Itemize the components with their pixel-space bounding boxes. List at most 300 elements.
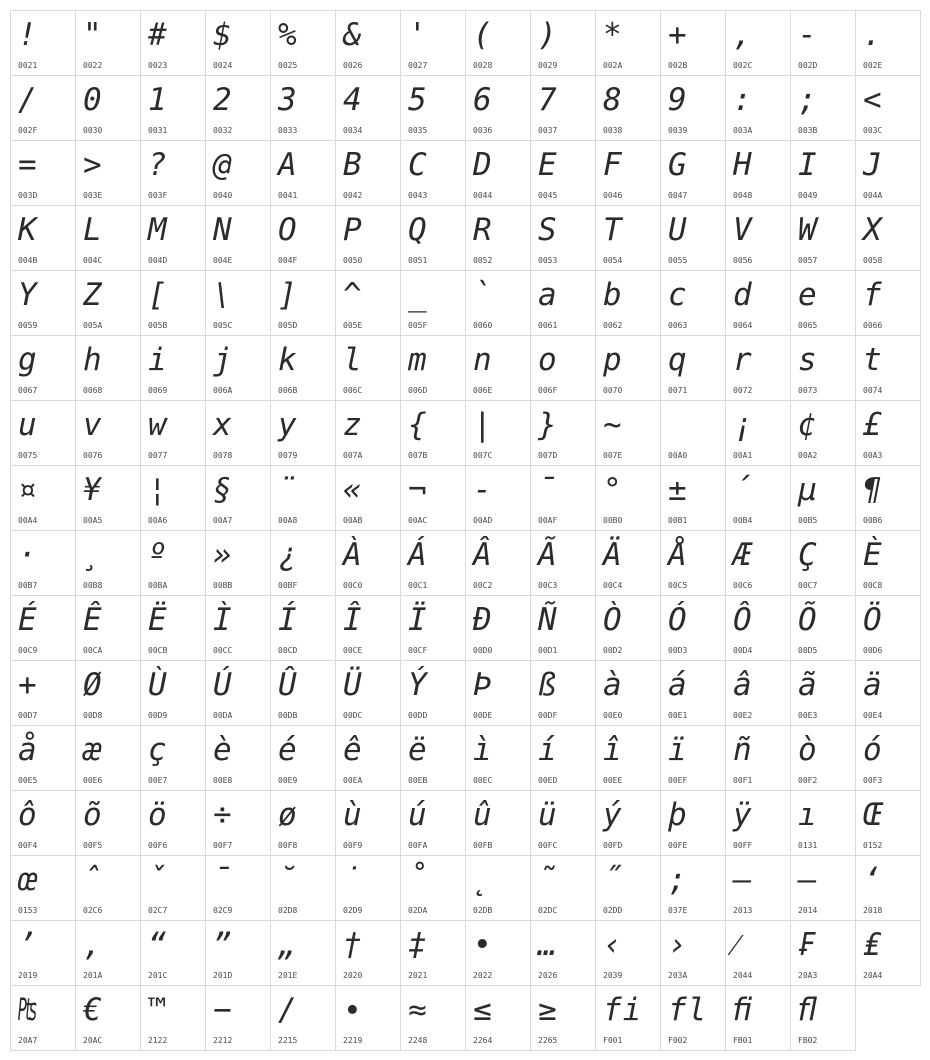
glyph-character: » [213, 537, 233, 573]
glyph-cell [271, 726, 336, 791]
glyph-codepoint-label: 0040 [213, 191, 233, 200]
glyph-codepoint-label: 005A [83, 321, 103, 330]
glyph-character: M [148, 212, 168, 248]
glyph-cell [401, 11, 466, 76]
glyph-character: , [733, 17, 753, 53]
glyph-codepoint-label: 003E [83, 191, 103, 200]
glyph-cell [856, 661, 921, 726]
glyph-cell [336, 986, 401, 1051]
glyph-cell [726, 726, 791, 791]
glyph-codepoint-label: 006E [473, 386, 493, 395]
glyph-cell [336, 11, 401, 76]
glyph-cell [206, 76, 271, 141]
glyph-codepoint-label: 00A4 [18, 516, 38, 525]
glyph-character: ˛ [473, 862, 493, 898]
glyph-codepoint-label: 004C [83, 256, 103, 265]
glyph-codepoint-label: 00CF [408, 646, 428, 655]
glyph-codepoint-label: 02DB [473, 906, 493, 915]
glyph-character: - [798, 17, 818, 53]
glyph-cell [206, 401, 271, 466]
glyph-codepoint-label: 0041 [278, 191, 298, 200]
glyph-cell [596, 271, 661, 336]
glyph-character: K [18, 212, 38, 248]
glyph-cell [856, 791, 921, 856]
glyph-codepoint-label: 00F8 [278, 841, 298, 850]
glyph-cell [726, 401, 791, 466]
glyph-codepoint-label: 2265 [538, 1036, 558, 1045]
glyph-codepoint-label: 00B1 [668, 516, 688, 525]
glyph-cell [856, 401, 921, 466]
glyph-cell [531, 11, 596, 76]
glyph-character: ; [798, 82, 818, 118]
glyph-character: Å [668, 537, 688, 573]
glyph-codepoint-label: 00A5 [83, 516, 103, 525]
glyph-codepoint-label: 00E9 [278, 776, 298, 785]
glyph-character: a [538, 277, 558, 313]
glyph-cell [336, 336, 401, 401]
glyph-character: “ [148, 927, 168, 963]
glyph-codepoint-label: 00B6 [863, 516, 883, 525]
glyph-cell [791, 531, 856, 596]
glyph-character: º [148, 537, 168, 573]
glyph-character: ﬁ [733, 992, 753, 1028]
glyph-cell [531, 726, 596, 791]
glyph-cell [856, 726, 921, 791]
glyph-codepoint-label: 2020 [343, 971, 363, 980]
glyph-codepoint-label: 20A3 [798, 971, 818, 980]
glyph-codepoint-label: 006C [343, 386, 363, 395]
glyph-codepoint-label: 0077 [148, 451, 168, 460]
glyph-codepoint-label: 002C [733, 61, 753, 70]
glyph-character: f [863, 277, 883, 313]
glyph-character: v [83, 407, 103, 443]
glyph-codepoint-label: 006A [213, 386, 233, 395]
glyph-codepoint-label: 0043 [408, 191, 428, 200]
glyph-character: ” [213, 927, 233, 963]
glyph-codepoint-label: 0036 [473, 126, 493, 135]
glyph-character: Ä [603, 537, 623, 573]
glyph-codepoint-label: 0037 [538, 126, 558, 135]
glyph-character: £ [863, 407, 883, 443]
glyph-character: Ï [408, 602, 428, 638]
glyph-character: Œ [863, 797, 883, 833]
glyph-codepoint-label: 007A [343, 451, 363, 460]
glyph-cell [11, 271, 76, 336]
glyph-codepoint-label: 002F [18, 126, 38, 135]
glyph-character: Ó [668, 602, 688, 638]
glyph-cell [76, 856, 141, 921]
glyph-character: È [863, 537, 883, 573]
glyph-character: V [733, 212, 753, 248]
glyph-codepoint-label: 00F9 [343, 841, 363, 850]
glyph-character: Õ [798, 602, 818, 638]
glyph-character: ‘ [863, 862, 883, 898]
glyph-character: ^ [343, 277, 363, 313]
glyph-character: ì [473, 732, 493, 768]
glyph-cell [206, 11, 271, 76]
glyph-codepoint-label: 00FB [473, 841, 493, 850]
glyph-cell [726, 596, 791, 661]
glyph-codepoint-label: 0039 [668, 126, 688, 135]
glyph-codepoint-label: 0056 [733, 256, 753, 265]
glyph-cell [661, 336, 726, 401]
glyph-cell [726, 206, 791, 271]
glyph-cell [141, 11, 206, 76]
glyph-codepoint-label: 00FE [668, 841, 688, 850]
glyph-cell [206, 856, 271, 921]
glyph-codepoint-label: 2021 [408, 971, 428, 980]
glyph-character: – [733, 862, 753, 898]
glyph-cell [11, 141, 76, 206]
glyph-character: ù [343, 797, 363, 833]
glyph-character: 0 [83, 82, 103, 118]
glyph-character: J [863, 147, 883, 183]
glyph-cell [661, 856, 726, 921]
glyph-codepoint-label: 00E2 [733, 711, 753, 720]
glyph-codepoint-label: 005D [278, 321, 298, 330]
glyph-codepoint-label: 004B [18, 256, 38, 265]
glyph-character: ñ [733, 732, 753, 768]
glyph-character: } [538, 407, 558, 443]
glyph-cell [596, 76, 661, 141]
glyph-codepoint-label: 003A [733, 126, 753, 135]
glyph-cell [596, 921, 661, 986]
glyph-character: ˜ [538, 862, 558, 898]
glyph-codepoint-label: 00ED [538, 776, 558, 785]
glyph-character: ü [538, 797, 558, 833]
glyph-codepoint-label: 00EE [603, 776, 623, 785]
glyph-codepoint-label: 0066 [863, 321, 883, 330]
glyph-character: > [83, 147, 103, 183]
glyph-codepoint-label: 00D2 [603, 646, 623, 655]
glyph-cell [11, 76, 76, 141]
glyph-cell [726, 986, 791, 1051]
glyph-codepoint-label: 00FC [538, 841, 558, 850]
glyph-cell [661, 141, 726, 206]
glyph-cell [336, 76, 401, 141]
glyph-character: = [18, 147, 38, 183]
glyph-character: e [798, 277, 818, 313]
glyph-codepoint-label: 00C3 [538, 581, 558, 590]
glyph-character: Ë [148, 602, 168, 638]
glyph-character: Â [473, 537, 493, 573]
glyph-character: * [603, 17, 623, 53]
glyph-character: p [603, 342, 623, 378]
glyph-cell [596, 11, 661, 76]
glyph-character: ï [668, 732, 688, 768]
glyph-codepoint-label: 00E0 [603, 711, 623, 720]
glyph-character: — [798, 862, 818, 898]
glyph-codepoint-label: 006B [278, 386, 298, 395]
glyph-codepoint-label: 02DD [603, 906, 623, 915]
glyph-codepoint-label: 00A8 [278, 516, 298, 525]
glyph-codepoint-label: 037E [668, 906, 688, 915]
glyph-cell [11, 11, 76, 76]
glyph-codepoint-label: 00D7 [18, 711, 38, 720]
glyph-codepoint-label: 00FF [733, 841, 753, 850]
glyph-character: ₧ [18, 992, 38, 1028]
glyph-cell [856, 531, 921, 596]
glyph-character: Ý [408, 667, 428, 703]
glyph-character: ˚ [408, 862, 428, 898]
glyph-character: l [343, 342, 363, 378]
glyph-codepoint-label: 0065 [798, 321, 818, 330]
glyph-cell [11, 791, 76, 856]
glyph-cell [336, 141, 401, 206]
glyph-character: ? [148, 147, 168, 183]
glyph-cell [726, 466, 791, 531]
glyph-character: @ [213, 147, 233, 183]
glyph-character: ] [278, 277, 298, 313]
glyph-codepoint-label: 2122 [148, 1036, 168, 1045]
glyph-character: å [18, 732, 38, 768]
glyph-character: ₣ [798, 927, 818, 963]
glyph-cell [206, 726, 271, 791]
glyph-cell [791, 921, 856, 986]
glyph-codepoint-label: 00C6 [733, 581, 753, 590]
glyph-character: c [668, 277, 688, 313]
glyph-codepoint-label: 0021 [18, 61, 38, 70]
glyph-cell [466, 661, 531, 726]
glyph-codepoint-label: 02C7 [148, 906, 168, 915]
glyph-character: # [148, 17, 168, 53]
glyph-codepoint-label: 00AB [343, 516, 363, 525]
glyph-character: ¡ [733, 407, 753, 443]
glyph-character: 5 [408, 82, 428, 118]
glyph-codepoint-label: 00D3 [668, 646, 688, 655]
glyph-cell [466, 206, 531, 271]
glyph-codepoint-label: 0067 [18, 386, 38, 395]
glyph-cell [11, 206, 76, 271]
glyph-codepoint-label: 0152 [863, 841, 883, 850]
glyph-codepoint-label: 02DA [408, 906, 428, 915]
glyph-codepoint-label: 00C4 [603, 581, 623, 590]
glyph-character: k [278, 342, 298, 378]
glyph-cell [596, 726, 661, 791]
glyph-character: E [538, 147, 558, 183]
glyph-cell [661, 206, 726, 271]
glyph-cell [466, 791, 531, 856]
glyph-character: g [18, 342, 38, 378]
glyph-codepoint-label: 005E [343, 321, 363, 330]
glyph-character: · [18, 537, 38, 573]
glyph-codepoint-label: 00DD [408, 711, 428, 720]
glyph-codepoint-label: 00A2 [798, 451, 818, 460]
glyph-cell [661, 466, 726, 531]
glyph-codepoint-label: 201E [278, 971, 298, 980]
glyph-codepoint-label: F002 [668, 1036, 688, 1045]
glyph-character: & [343, 17, 363, 53]
glyph-codepoint-label: 003C [863, 126, 883, 135]
glyph-cell [271, 921, 336, 986]
glyph-codepoint-label: 0058 [863, 256, 883, 265]
glyph-codepoint-label: 004F [278, 256, 298, 265]
glyph-character: n [473, 342, 493, 378]
glyph-cell [271, 661, 336, 726]
glyph-character: ó [863, 732, 883, 768]
glyph-character: L [83, 212, 103, 248]
glyph-character: R [473, 212, 493, 248]
glyph-character: ˙ [343, 862, 363, 898]
glyph-codepoint-label: 0044 [473, 191, 493, 200]
glyph-character: Ð [473, 602, 493, 638]
glyph-character: I [798, 147, 818, 183]
glyph-cell [791, 986, 856, 1051]
glyph-cell [856, 271, 921, 336]
glyph-character: ~ [603, 407, 623, 443]
glyph-cell [466, 401, 531, 466]
glyph-cell [271, 141, 336, 206]
glyph-cell [726, 791, 791, 856]
glyph-character: % [278, 17, 298, 53]
glyph-character: 9 [668, 82, 688, 118]
glyph-character: C [408, 147, 428, 183]
glyph-character: ò [798, 732, 818, 768]
glyph-cell [466, 336, 531, 401]
glyph-character: ˘ [278, 862, 298, 898]
glyph-character: 4 [343, 82, 363, 118]
glyph-character: ˆ [83, 862, 103, 898]
glyph-character: \ [213, 277, 233, 313]
glyph-codepoint-label: 0070 [603, 386, 623, 395]
glyph-character: ' [408, 17, 428, 53]
glyph-codepoint-label: 2039 [603, 971, 623, 980]
glyph-codepoint-label: 003B [798, 126, 818, 135]
glyph-codepoint-label: 02C6 [83, 906, 103, 915]
glyph-codepoint-label: 02D9 [343, 906, 363, 915]
glyph-codepoint-label: 0064 [733, 321, 753, 330]
glyph-cell [596, 661, 661, 726]
glyph-cell [336, 921, 401, 986]
glyph-character: ˇ [148, 862, 168, 898]
glyph-cell [726, 76, 791, 141]
glyph-codepoint-label: 00C2 [473, 581, 493, 590]
glyph-codepoint-label: 00B0 [603, 516, 623, 525]
glyph-codepoint-label: 0051 [408, 256, 428, 265]
glyph-cell [466, 986, 531, 1051]
glyph-character: § [213, 472, 233, 508]
glyph-cell [466, 596, 531, 661]
glyph-cell [11, 596, 76, 661]
glyph-cell [791, 76, 856, 141]
glyph-cell [596, 466, 661, 531]
glyph-cell [206, 271, 271, 336]
glyph-codepoint-label: 00A0 [668, 451, 688, 460]
glyph-cell [466, 856, 531, 921]
glyph-codepoint-label: 0033 [278, 126, 298, 135]
glyph-codepoint-label: 00EA [343, 776, 363, 785]
glyph-cell [466, 921, 531, 986]
glyph-cell [336, 466, 401, 531]
glyph-character: _ [408, 277, 428, 313]
glyph-codepoint-label: 2013 [733, 906, 753, 915]
glyph-cell [661, 401, 726, 466]
glyph-codepoint-label: 02C9 [213, 906, 233, 915]
glyph-codepoint-label: 00AC [408, 516, 428, 525]
glyph-codepoint-label: 0069 [148, 386, 168, 395]
glyph-cell [141, 726, 206, 791]
glyph-chart [10, 10, 921, 1052]
glyph-cell [791, 206, 856, 271]
glyph-codepoint-label: 2248 [408, 1036, 428, 1045]
glyph-character: ) [538, 17, 558, 53]
glyph-cell [271, 791, 336, 856]
glyph-cell [856, 921, 921, 986]
glyph-codepoint-label: 00C9 [18, 646, 38, 655]
glyph-cell [661, 661, 726, 726]
glyph-character: . [863, 17, 883, 53]
glyph-cell [336, 856, 401, 921]
glyph-character: ; [668, 862, 688, 898]
glyph-character: þ [668, 797, 688, 833]
glyph-character: | [473, 407, 493, 443]
glyph-codepoint-label: 0028 [473, 61, 493, 70]
glyph-codepoint-label: 00CA [83, 646, 103, 655]
glyph-codepoint-label: 0022 [83, 61, 103, 70]
glyph-character: ( [473, 17, 493, 53]
glyph-cell [11, 336, 76, 401]
glyph-codepoint-label: 0079 [278, 451, 298, 460]
glyph-cell [271, 336, 336, 401]
glyph-character: o [538, 342, 558, 378]
glyph-codepoint-label: 00F1 [733, 776, 753, 785]
glyph-codepoint-label: 0034 [343, 126, 363, 135]
glyph-cell [271, 11, 336, 76]
glyph-codepoint-label: 00E7 [148, 776, 168, 785]
glyph-cell [141, 791, 206, 856]
glyph-character: Ò [603, 602, 623, 638]
glyph-character: ¯ [538, 472, 558, 508]
glyph-codepoint-label: 0054 [603, 256, 623, 265]
glyph-cell [466, 141, 531, 206]
glyph-character: À [343, 537, 363, 573]
glyph-codepoint-label: 00C1 [408, 581, 428, 590]
glyph-cell [11, 531, 76, 596]
glyph-cell [141, 856, 206, 921]
glyph-codepoint-label: 00BA [148, 581, 168, 590]
glyph-codepoint-label: 2022 [473, 971, 493, 980]
glyph-codepoint-label: 00DF [538, 711, 558, 720]
glyph-cell [271, 401, 336, 466]
glyph-character: " [83, 17, 103, 53]
glyph-cell [791, 856, 856, 921]
glyph-character: Y [18, 277, 38, 313]
glyph-character: ö [148, 797, 168, 833]
glyph-character: „ [278, 927, 298, 963]
glyph-character: € [83, 992, 103, 1028]
glyph-cell [141, 661, 206, 726]
glyph-cell [856, 596, 921, 661]
glyph-character: - [473, 472, 493, 508]
glyph-character: Ê [83, 602, 103, 638]
glyph-cell [596, 141, 661, 206]
glyph-cell [466, 76, 531, 141]
glyph-cell [206, 466, 271, 531]
glyph-character: x [213, 407, 233, 443]
glyph-cell [531, 401, 596, 466]
glyph-cell [596, 531, 661, 596]
glyph-character: fi [603, 992, 643, 1028]
glyph-codepoint-label: 0063 [668, 321, 688, 330]
glyph-cell [11, 726, 76, 791]
glyph-cell [11, 466, 76, 531]
glyph-codepoint-label: 0072 [733, 386, 753, 395]
glyph-cell [661, 921, 726, 986]
glyph-character: á [668, 667, 688, 703]
glyph-cell [271, 856, 336, 921]
glyph-codepoint-label: 00CC [213, 646, 233, 655]
glyph-character: $ [213, 17, 233, 53]
